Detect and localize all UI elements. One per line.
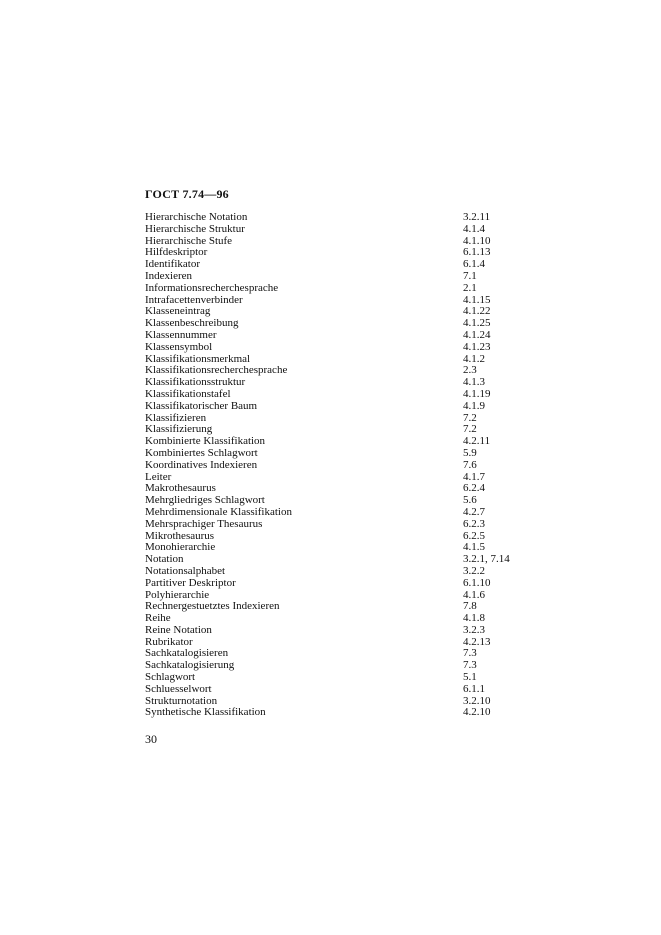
index-term: Kombinierte Klassifikation: [145, 435, 266, 448]
index-reference: 4.1.25: [463, 317, 491, 330]
index-row: [145, 448, 545, 460]
index-term: Sachkatalogisierung: [145, 659, 235, 672]
index-reference: 4.1.3: [463, 376, 485, 389]
index-row: [145, 259, 545, 271]
index-term: Mehrsprachiger Thesaurus: [145, 517, 263, 530]
index-term: Koordinatives Indexieren: [145, 458, 258, 471]
index-reference: 7.2: [463, 423, 477, 436]
index-row: [145, 330, 545, 342]
index-term: Polyhierarchie: [145, 588, 210, 601]
index-reference: 4.1.22: [463, 305, 491, 318]
index-row: [145, 660, 545, 672]
index-term: Synthetische Klassifikation: [145, 706, 266, 719]
index-table: [145, 212, 545, 719]
index-reference: 7.3: [463, 647, 477, 660]
index-reference: 3.2.11: [463, 211, 491, 223]
index-term: Kombiniertes Schlagwort: [145, 446, 258, 459]
index-row: [145, 283, 545, 295]
index-reference: 6.2.4: [463, 482, 485, 495]
index-reference: 3.2.3: [463, 623, 485, 636]
index-reference: 6.2.3: [463, 517, 485, 530]
index-term: Notationsalphabet: [145, 564, 226, 577]
index-row: [145, 519, 545, 531]
index-reference: 4.1.4: [463, 222, 485, 235]
index-term: Mehrdimensionale Klassifikation: [145, 505, 292, 518]
index-reference: 4.2.7: [463, 505, 485, 518]
index-term: Klassifizierung: [145, 423, 213, 436]
index-reference: 2.3: [463, 364, 477, 377]
index-reference: 5.9: [463, 446, 477, 459]
index-term: Monohierarchie: [145, 541, 216, 554]
index-term: Notation: [145, 553, 184, 566]
index-reference: 4.1.10: [463, 234, 491, 247]
index-term: Hilfdeskriptor: [145, 246, 208, 259]
index-row: [145, 460, 545, 472]
index-reference: 4.1.23: [463, 340, 491, 353]
index-reference: 4.2.13: [463, 635, 491, 648]
index-term: Klassennummer: [145, 328, 217, 341]
index-term: Reihe: [145, 612, 171, 625]
index-term: Strukturnotation: [145, 694, 218, 707]
index-row: [145, 507, 545, 519]
index-reference: 4.1.15: [463, 293, 491, 306]
index-row: [145, 342, 545, 354]
index-term: Rechnergestuetztes Indexieren: [145, 600, 280, 613]
index-term: Klassifikationstafel: [145, 387, 231, 400]
page-number: 30: [145, 732, 157, 746]
index-row: [145, 578, 545, 590]
index-term: Hierarchische Stufe: [145, 234, 233, 247]
index-row: [145, 247, 545, 259]
index-reference: 6.1.13: [463, 246, 491, 259]
index-reference: 4.2.10: [463, 706, 491, 719]
index-term: Sachkatalogisieren: [145, 647, 229, 660]
index-reference: 7.3: [463, 659, 477, 672]
index-term: Klassenbeschreibung: [145, 317, 239, 330]
index-reference: 4.1.8: [463, 612, 485, 625]
index-reference: 4.1.5: [463, 541, 485, 554]
index-term: Rubrikator: [145, 635, 193, 648]
index-term: Informationsrecherchesprache: [145, 281, 279, 294]
index-row: [145, 625, 545, 637]
index-reference: 2.1: [463, 281, 477, 294]
index-row: [145, 684, 545, 696]
index-row: [145, 566, 545, 578]
index-row: [145, 601, 545, 613]
index-reference: 4.1.7: [463, 470, 485, 483]
index-reference: 3.2.10: [463, 694, 491, 707]
index-term: Partitiver Deskriptor: [145, 576, 236, 589]
index-reference: 6.1.10: [463, 576, 491, 589]
index-term: Hierarchische Notation: [145, 211, 248, 223]
index-reference: 4.1.9: [463, 399, 485, 412]
index-reference: 6.2.5: [463, 529, 485, 542]
index-term: Klassifikatorischer Baum: [145, 399, 258, 412]
index-reference: 7.6: [463, 458, 477, 471]
index-row: [145, 389, 545, 401]
index-reference: 4.2.11: [463, 435, 491, 448]
index-reference: 5.6: [463, 494, 477, 507]
index-reference: 6.1.1: [463, 682, 485, 695]
index-row: [145, 224, 545, 236]
index-term: Makrothesaurus: [145, 482, 216, 495]
index-term: Klassifikationsrecherchesprache: [145, 364, 288, 377]
index-row: [145, 707, 545, 719]
index-term: Klasseneintrag: [145, 305, 211, 318]
index-row: [145, 401, 545, 413]
index-reference: 6.1.4: [463, 258, 485, 271]
index-term: Reine Notation: [145, 623, 212, 636]
index-term: Intrafacettenverbinder: [145, 293, 243, 306]
document-header: ГОСТ 7.74—96: [145, 187, 229, 201]
index-term: Mikrothesaurus: [145, 529, 215, 542]
index-term: Schluesselwort: [145, 682, 212, 695]
index-reference: 4.1.19: [463, 387, 491, 400]
index-term: Klassifikationsmerkmal: [145, 352, 251, 365]
index-row: [145, 271, 545, 283]
index-term: Schlagwort: [145, 671, 196, 684]
index-reference: 5.1: [463, 671, 477, 684]
index-term: Klassifizieren: [145, 411, 207, 424]
index-term: Identifikator: [145, 258, 200, 271]
index-reference: 4.1.6: [463, 588, 485, 601]
index-term: Leiter: [145, 470, 172, 483]
index-term: Indexieren: [145, 269, 193, 282]
index-term: Klassifikationsstruktur: [145, 376, 246, 389]
index-term: Klassensymbol: [145, 340, 213, 353]
index-reference: 3.2.2: [463, 564, 485, 577]
index-term: Hierarchische Struktur: [145, 222, 245, 235]
index-reference: 7.1: [463, 269, 477, 282]
index-reference: 4.1.24: [463, 328, 491, 341]
index-reference: 4.1.2: [463, 352, 485, 365]
index-reference: 7.2: [463, 411, 477, 424]
index-reference: 3.2.1, 7.14: [463, 553, 510, 566]
index-term: Mehrgliedriges Schlagwort: [145, 494, 265, 507]
index-reference: 7.8: [463, 600, 477, 613]
